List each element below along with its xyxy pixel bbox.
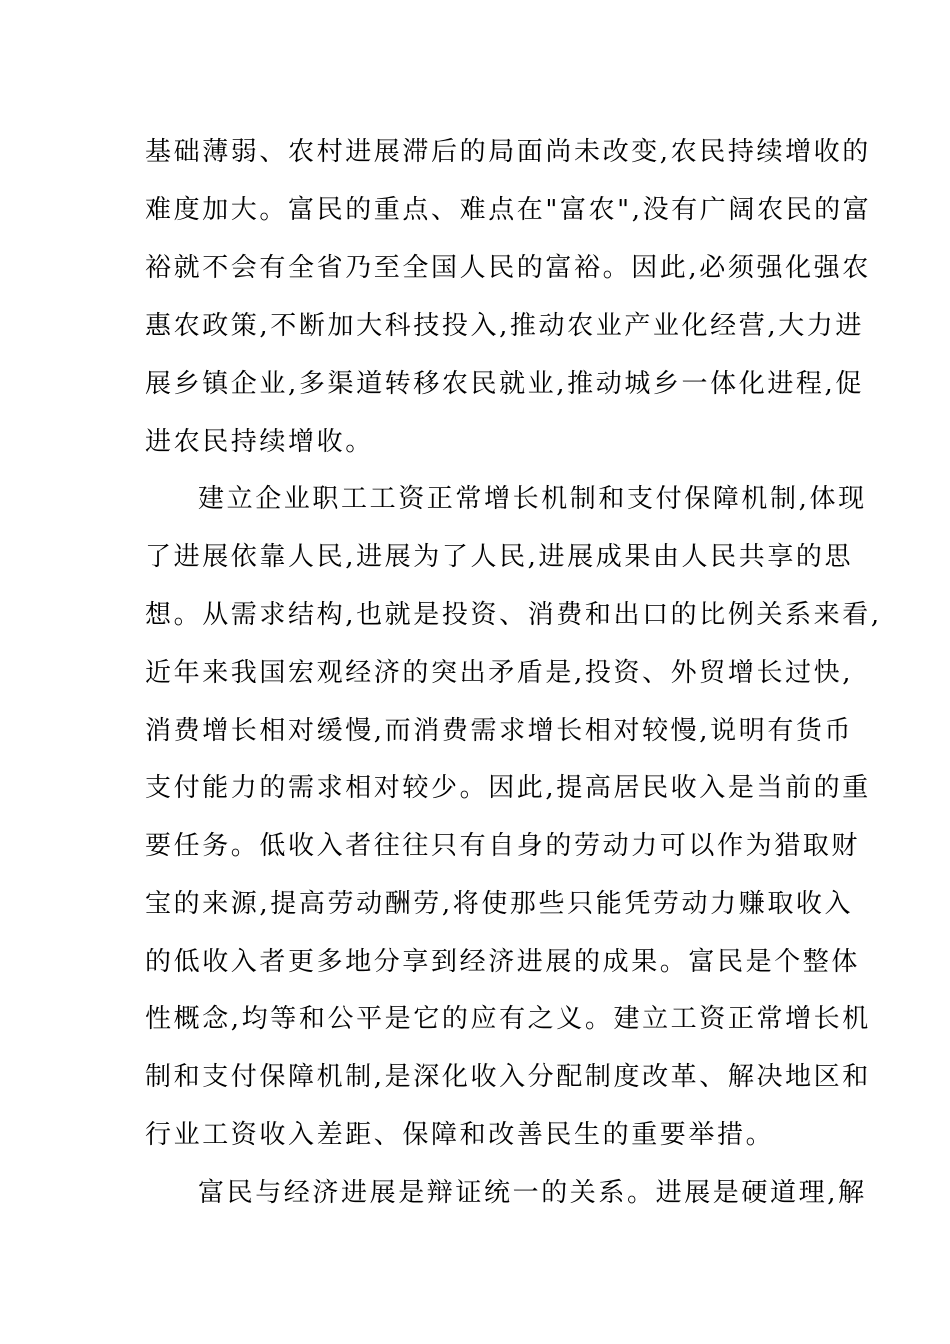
text-line: 建立企业职工工资正常增长机制和支付保障机制,体现 bbox=[198, 484, 867, 514]
text-line: 展乡镇企业,多渠道转移农民就业,推动城乡一体化进程,促 bbox=[145, 369, 864, 399]
text-line: 惠农政策,不断加大科技投入,推动农业产业化经营,大力进 bbox=[145, 311, 864, 341]
text-line: 消费增长相对缓慢,而消费需求增长相对较慢,说明有货币 bbox=[145, 716, 854, 746]
text-line: 了进展依靠人民,进展为了人民,进展成果由人民共享的思 bbox=[145, 542, 854, 572]
text-line: 宝的来源,提高劳动酬劳,将使那些只能凭劳动力赚取收入 bbox=[145, 889, 854, 919]
text-line: 要任务。低收入者往往只有自身的劳动力可以作为猎取财 bbox=[145, 831, 861, 861]
text-line: 想。从需求结构,也就是投资、消费和出口的比例关系来看, bbox=[145, 600, 882, 630]
text-line: 裕就不会有全省乃至全国人民的富裕。因此,必须强化强农 bbox=[145, 253, 871, 283]
text-line: 行业工资收入差距、保障和改善民生的重要举措。 bbox=[145, 1120, 775, 1150]
text-line: 制和支付保障机制,是深化收入分配制度改革、解决地区和 bbox=[145, 1062, 871, 1092]
text-line: 近年来我国宏观经济的突出矛盾是,投资、外贸增长过快, bbox=[145, 658, 854, 688]
text-line: 支付能力的需求相对较少。因此,提高居民收入是当前的重 bbox=[145, 773, 871, 803]
text-line: 进农民持续增收。 bbox=[145, 427, 374, 457]
text-line: 性概念,均等和公平是它的应有之义。建立工资正常增长机 bbox=[145, 1004, 871, 1034]
text-line: 富民与经济进展是辩证统一的关系。进展是硬道理,解 bbox=[198, 1178, 867, 1208]
text-line: 基础薄弱、农村进展滞后的局面尚未改变,农民持续增收的 bbox=[145, 137, 871, 167]
text-line: 难度加大。富民的重点、难点在"富农",没有广阔农民的富 bbox=[145, 195, 872, 225]
text-line: 的低收入者更多地分享到经济进展的成果。富民是个整体 bbox=[145, 947, 861, 977]
